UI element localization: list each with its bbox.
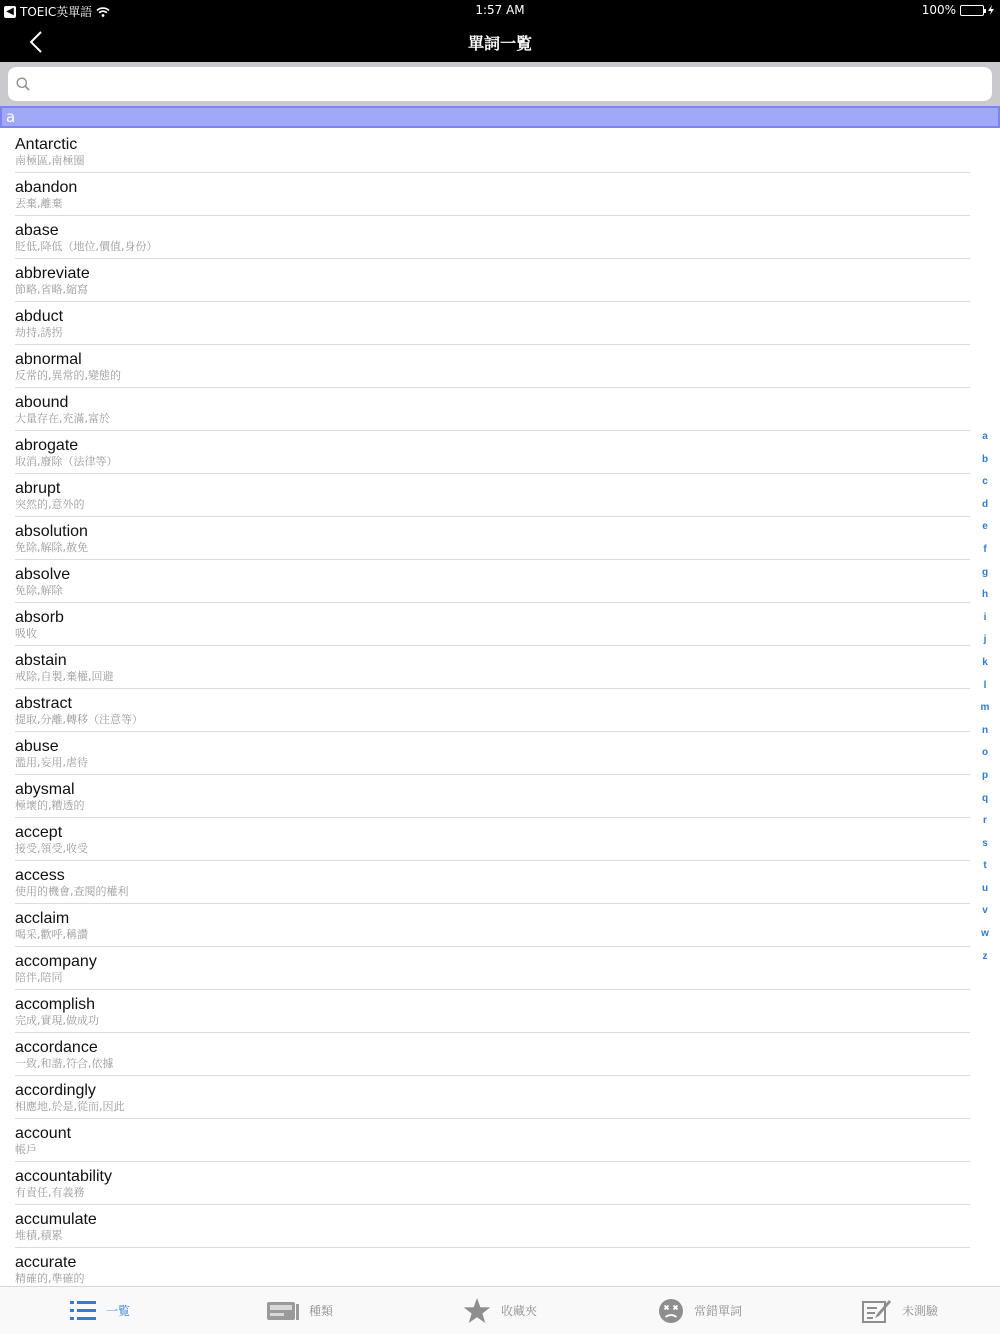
search-icon [16,77,30,91]
word-term: abduct [15,308,64,325]
word-definition: 突然的,意外的 [15,498,85,511]
word-definition: 南極區,南極圈 [15,154,85,167]
word-term: abbreviate [15,265,90,282]
list-item[interactable] [0,517,1000,560]
index-letter-z[interactable]: z [982,950,988,962]
list-item[interactable] [0,603,1000,646]
list-item[interactable] [0,431,1000,474]
index-letter-f[interactable]: f [983,543,987,555]
word-term: abase [15,222,59,239]
word-term: abysmal [15,781,75,798]
word-definition: 濫用,妄用,虐待 [15,756,88,769]
list-item[interactable] [0,345,1000,388]
word-definition: 極壞的,糟透的 [15,799,85,812]
tab-category[interactable] [200,1287,400,1334]
list-item[interactable] [0,1248,1000,1286]
word-definition: 貶低,降低（地位,價值,身份） [15,240,158,253]
word-term: absolution [15,523,88,540]
list-item[interactable] [0,259,1000,302]
battery-percent: 100% [921,3,956,17]
index-letter-a[interactable]: a [982,431,988,442]
category-card-icon [267,1300,299,1322]
index-letter-b[interactable]: b [981,453,989,465]
list-item[interactable] [0,1162,1000,1205]
word-term: accordance [15,1039,98,1056]
section-header: a [0,106,1000,128]
word-definition: 帳戶 [15,1143,37,1156]
tab-label: 種類 [308,1304,333,1318]
word-definition: 劫持,誘拐 [15,326,63,339]
word-definition: 堆積,積累 [15,1229,63,1242]
tab-untested[interactable] [800,1287,1000,1334]
index-letter-p[interactable]: p [981,769,989,781]
status-bar [0,0,1000,22]
word-term: accept [15,824,63,841]
list-item[interactable] [0,689,1000,732]
list-item[interactable] [0,904,1000,947]
index-letter-k[interactable]: k [982,656,988,668]
list-item[interactable] [0,732,1000,775]
navigation-bar [0,22,1000,62]
index-letter-e[interactable]: e [982,521,988,533]
index-letter-n[interactable]: n [981,724,989,736]
tab-bar [0,1286,1000,1334]
index-letter-o[interactable]: o [981,747,989,759]
list-item[interactable] [0,646,1000,689]
word-definition: 相應地,於是,從而,因此 [15,1100,125,1113]
word-definition: 節略,省略,縮寫 [15,283,88,296]
word-definition: 戒除,自製,棄權,回避 [15,670,114,683]
search-field-container[interactable] [8,67,992,101]
word-term: abandon [15,179,78,196]
word-definition: 精確的,準確的 [15,1272,85,1285]
alphabet-index[interactable] [978,426,992,968]
index-letter-l[interactable]: l [983,679,987,691]
tab-label: 一覧 [105,1304,130,1318]
word-definition: 提取,分離,轉移（注意等） [15,713,143,726]
tab-favorites[interactable] [400,1287,600,1334]
word-term: abnormal [15,351,82,368]
word-definition: 接受,領受,收受 [15,842,88,855]
word-term: accumulate [15,1211,97,1228]
word-definition: 免除,解除 [15,584,63,597]
word-term: account [15,1125,72,1142]
word-term: accompany [15,953,97,970]
word-term: abrupt [15,480,61,497]
word-definition: 大量存在,充滿,富於 [15,412,110,425]
index-letter-q[interactable]: q [981,792,989,804]
list-item[interactable] [0,130,1000,173]
list-item[interactable] [0,388,1000,431]
word-term: abuse [15,738,59,755]
word-definition: 陪伴,陪同 [15,971,63,984]
word-term: accountability [15,1168,112,1185]
tab-list[interactable] [0,1287,200,1334]
list-item[interactable] [0,1205,1000,1248]
list-item[interactable] [0,1119,1000,1162]
list-item[interactable] [0,216,1000,259]
word-definition: 丟棄,離棄 [15,197,63,210]
word-definition: 取消,廢除（法律等） [15,455,118,468]
search-bar [0,62,1000,106]
list-icon [70,1300,96,1322]
list-item[interactable] [0,173,1000,216]
index-letter-h[interactable]: h [981,589,989,601]
page-title: 單詞一覧 [467,34,532,53]
index-letter-u[interactable]: u [981,882,989,894]
tab-label: 未測驗 [901,1304,938,1318]
back-arrow-icon: ◀ [4,6,16,18]
index-letter-s[interactable]: s [982,837,988,849]
word-term: accomplish [15,996,96,1013]
word-term: access [15,867,65,884]
word-term: abstract [15,695,72,712]
status-time: 1:57 AM [475,3,525,17]
index-letter-c[interactable]: c [982,476,988,488]
word-definition: 完成,實現,做成功 [15,1014,99,1027]
word-definition: 使用的機會,查閱的權利 [15,885,129,898]
word-term: abound [15,394,69,411]
list-item[interactable] [0,947,1000,990]
index-letter-j[interactable]: j [983,634,987,646]
index-letter-d[interactable]: d [981,498,989,510]
word-term: accordingly [15,1082,96,1099]
word-definition: 免除,解除,赦免 [15,541,88,554]
word-term: absorb [15,609,64,626]
index-letter-v[interactable]: v [982,905,988,917]
word-definition: 吸收 [15,627,37,640]
word-definition: 喝采,歡呼,稱讚 [15,928,88,941]
index-letter-t[interactable]: t [983,860,987,872]
word-term: abrogate [15,437,79,454]
battery-icon [960,5,984,16]
word-definition: 有責任,有義務 [15,1186,85,1199]
index-letter-i[interactable]: i [983,611,987,623]
tab-label: 收藏夾 [500,1304,537,1318]
tab-mistakes[interactable] [600,1287,800,1334]
word-term: Antarctic [15,136,78,153]
word-term: absolve [15,566,71,583]
index-letter-g[interactable]: g [981,566,989,578]
list-item[interactable] [0,818,1000,861]
list-item[interactable] [0,560,1000,603]
list-item[interactable] [0,775,1000,818]
edit-note-icon [862,1299,892,1323]
list-item[interactable] [0,474,1000,517]
index-letter-w[interactable]: w [981,928,989,940]
list-item[interactable] [0,861,1000,904]
index-letter-r[interactable]: r [983,815,987,827]
star-icon [463,1298,491,1324]
back-app-label: TOEIC英單語 [20,5,93,19]
list-item[interactable] [0,990,1000,1033]
word-term: acclaim [15,910,70,927]
word-definition: 反常的,異常的,變態的 [15,369,121,382]
tab-label: 常錯單詞 [693,1304,742,1318]
word-term: abstain [15,652,67,669]
list-item[interactable] [0,1076,1000,1119]
dizzy-face-icon [658,1298,684,1324]
list-item[interactable] [0,302,1000,345]
word-definition: 一致,和諧,符合,依據 [15,1057,114,1070]
word-term: accurate [15,1254,77,1271]
search-input[interactable] [36,69,992,99]
charging-bolt-icon [988,5,994,15]
word-list[interactable] [0,130,1000,1286]
list-item[interactable] [0,1033,1000,1076]
index-letter-m[interactable]: m [980,702,990,714]
